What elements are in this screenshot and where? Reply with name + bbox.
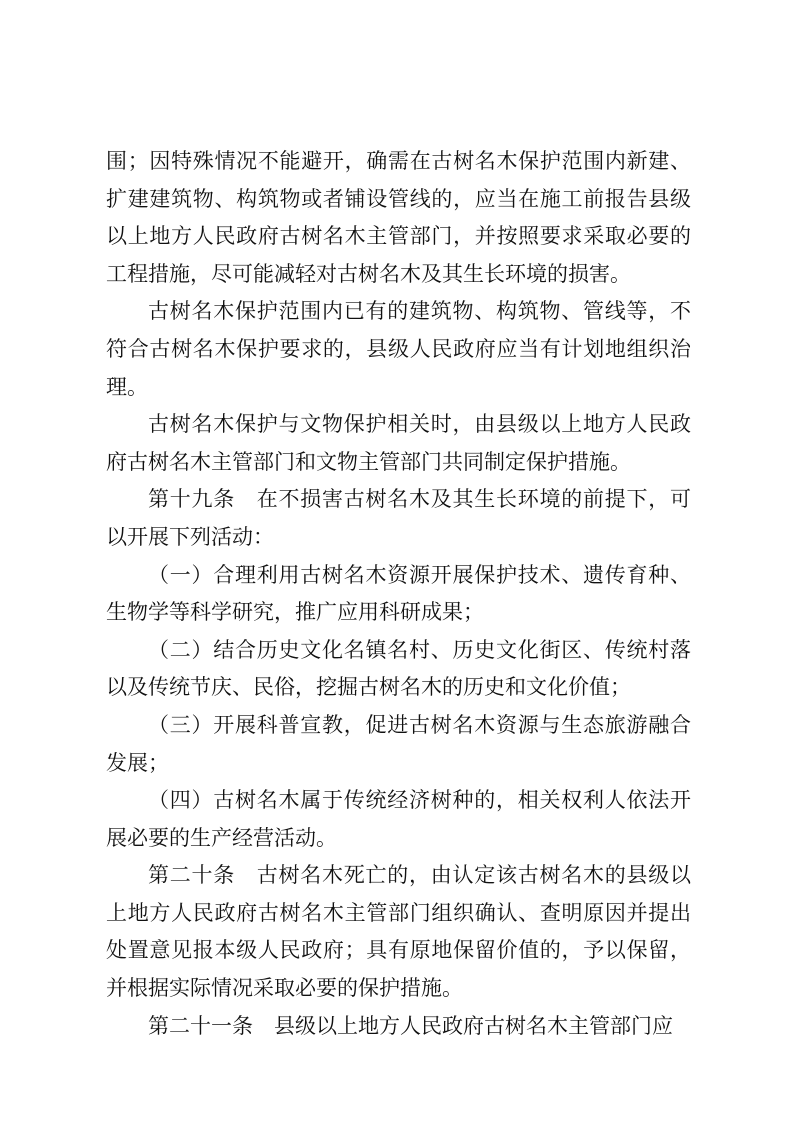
list-item: （四）古树名木属于传统经济树种的，相关权利人依法开展必要的生产经营活动。 (106, 788, 691, 850)
article-19: 第十九条 在不损害古树名木及其生长环境的前提下，可以开展下列活动： (106, 487, 691, 549)
list-item: （三）开展科普宣教，促进古树名木资源与生态旅游融合发展； (106, 712, 691, 775)
article-20: 第二十条 古树名木死亡的，由认定该古树名木的县级以上地方人民政府古树名木主管部门组织确认、查明原因并提出处置意见报本级人民政府；具有原地保留价值的，予以保留，并根据实际情况采取必要的保护措施。 (106, 863, 691, 1001)
paragraph-continuation: 围；因特殊情况不能避开，确需在古树名木保护范围内新建、扩建建筑物、构筑物或者铺设管线的，应当在施工前报告县级以上地方人民政府古树名木主管部门，并按照要求采取必要的工程措施，尽可能减轻对古树名木及其生长环境的损害。 (106, 149, 691, 286)
document-body (106, 143, 691, 1045)
article-21: 第二十一条 县级以上地方人民政府古树名木主管部门应 (148, 1013, 673, 1038)
list-item: （一）合理利用古树名木资源开展保护技术、遗传育种、生物学等科学研究，推广应用科研成果； (106, 562, 691, 625)
list-item: （二）结合历史文化名镇名村、历史文化街区、传统村落以及传统节庆、民俗，挖掘古树名木的历史和文化价值； (106, 637, 691, 700)
paragraph: 古树名木保护范围内已有的建筑物、构筑物、管线等，不符合古树名木保护要求的，县级人民政府应当有计划地组织治理。 (106, 299, 691, 399)
paragraph: 古树名木保护与文物保护相关时，由县级以上地方人民政府古树名木主管部门和文物主管部门共同制定保护措施。 (106, 412, 691, 474)
